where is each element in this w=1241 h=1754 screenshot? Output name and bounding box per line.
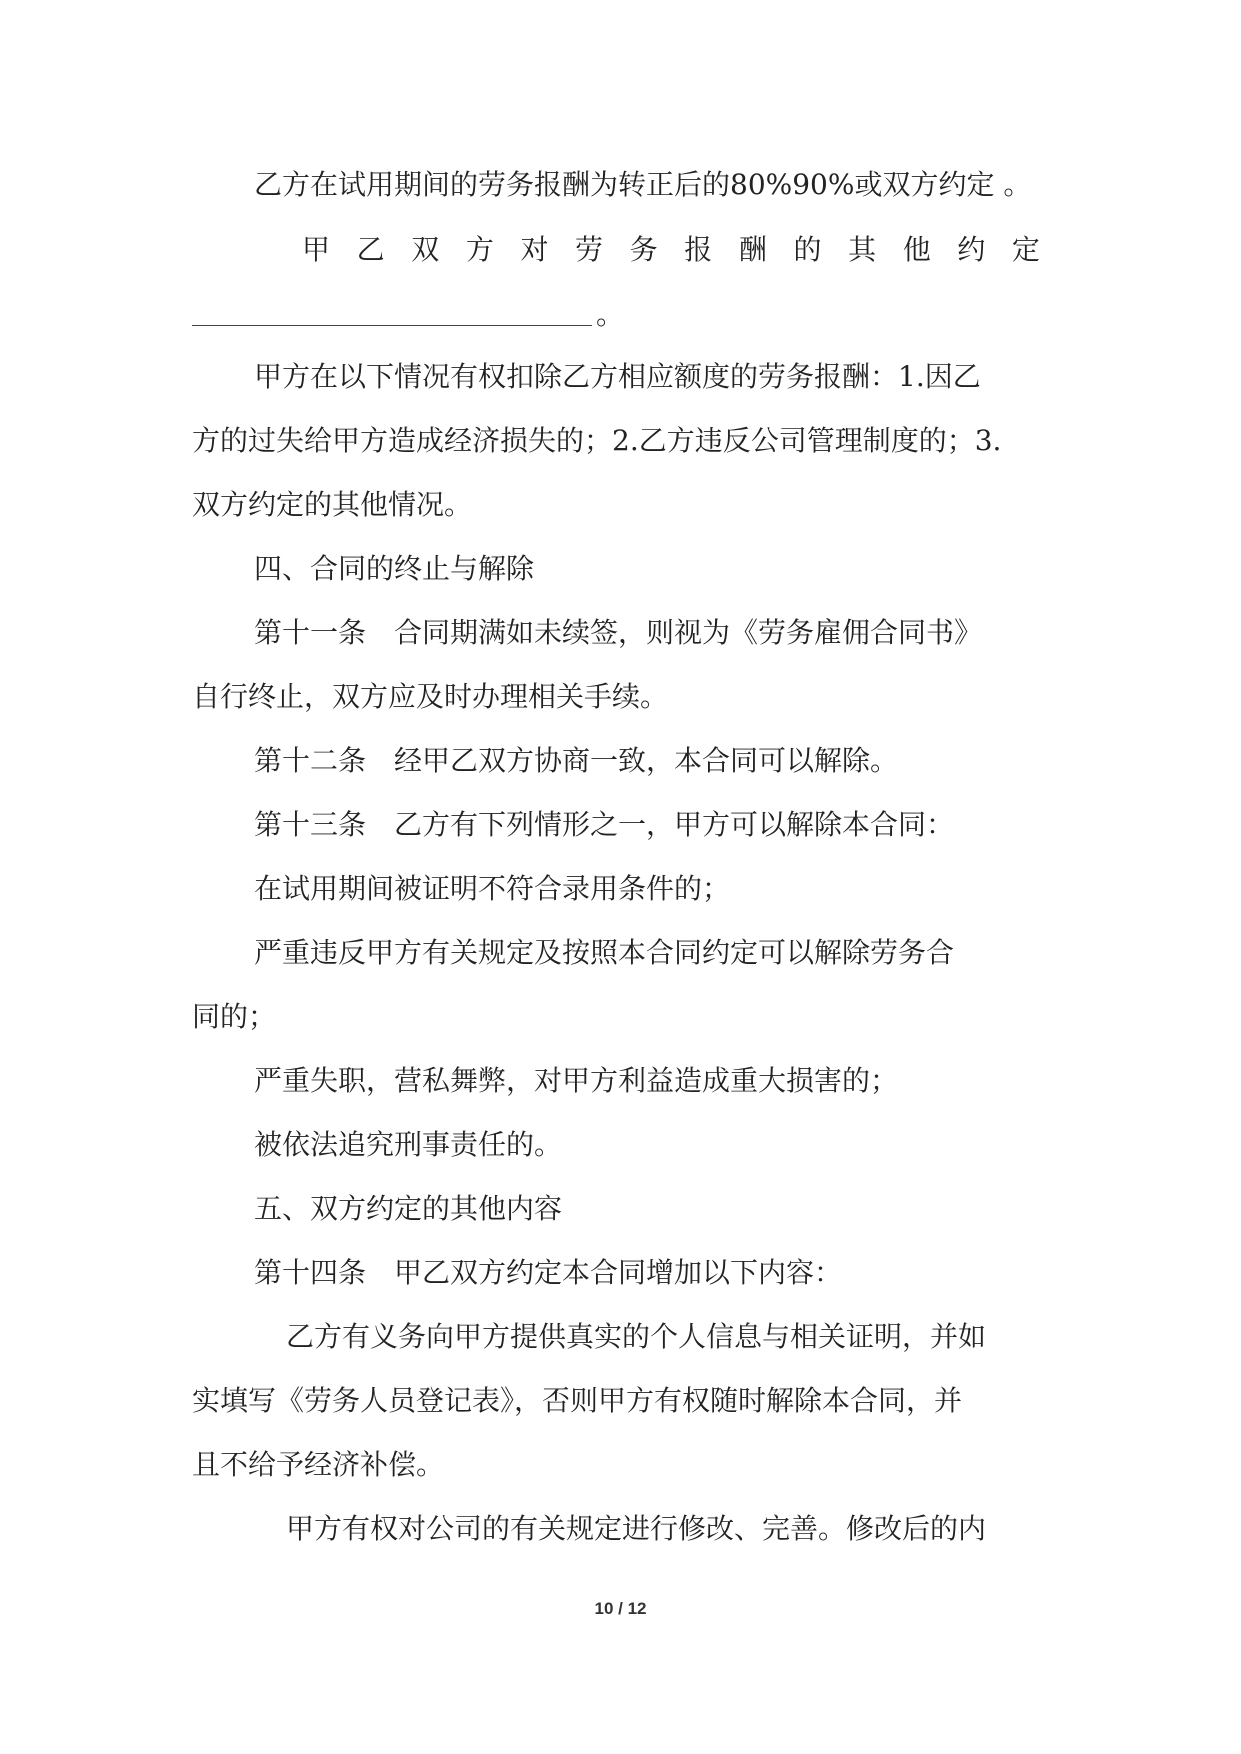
- paragraph-line: 方的过失给甲方造成经济损失的；2.乙方违反公司管理制度的；3.: [192, 424, 1002, 457]
- spaced-char: 双: [411, 233, 440, 266]
- page-number: 10 / 12: [594, 1599, 647, 1618]
- spaced-char: 约: [957, 233, 986, 266]
- paragraph-line: 第十二条 经甲乙双方协商一致，本合同可以解除。: [254, 744, 899, 777]
- paragraph-line: 同的；: [192, 1000, 277, 1033]
- paragraph-line: 在试用期间被证明不符合录用条件的；: [254, 872, 731, 905]
- paragraph-line: 实填写《劳务人员登记表》，否则甲方有权随时解除本合同，并: [192, 1384, 963, 1417]
- spaced-char: 的: [793, 233, 822, 266]
- spaced-char: 甲: [302, 233, 331, 266]
- spaced-char: 对: [520, 233, 549, 266]
- paragraph-line: 第十四条 甲乙双方约定本合同增加以下内容：: [254, 1256, 843, 1289]
- section-heading: 五、双方约定的其他内容: [254, 1192, 563, 1225]
- paragraph-line: 乙方在试用期间的劳务报酬为转正后的80%90%或双方约定 。: [254, 168, 1032, 201]
- paragraph-line: 双方约定的其他情况。: [192, 488, 473, 521]
- paragraph-line: 乙方有义务向甲方提供真实的个人信息与相关证明，并如: [286, 1320, 987, 1353]
- paragraph-line-spaced: [302, 232, 1040, 268]
- paragraph-line: 。: [596, 298, 625, 331]
- spaced-char: 定: [1011, 233, 1040, 266]
- paragraph-line: 自行终止，双方应及时办理相关手续。: [192, 680, 669, 713]
- spaced-char: 方: [465, 233, 494, 266]
- paragraph-line: 严重失职，营私舞弊，对甲方利益造成重大损害的；: [254, 1064, 899, 1097]
- spaced-char: 劳: [575, 233, 604, 266]
- paragraph-line: 甲方有权对公司的有关规定进行修改、完善。修改后的内: [286, 1512, 987, 1545]
- paragraph-line: 第十三条 乙方有下列情形之一，甲方可以解除本合同：: [254, 808, 955, 841]
- section-heading: 四、合同的终止与解除: [254, 552, 535, 585]
- paragraph-line: 严重违反甲方有关规定及按照本合同约定可以解除劳务合: [254, 936, 955, 969]
- spaced-char: 酬: [738, 233, 767, 266]
- spaced-char: 务: [629, 233, 658, 266]
- spaced-char: 乙: [356, 233, 385, 266]
- spaced-char: 他: [902, 233, 931, 266]
- spaced-char: 报: [684, 233, 713, 266]
- paragraph-line: 第十一条 合同期满如未续签，则视为《劳务雇佣合同书》: [254, 616, 983, 649]
- spaced-char: 其: [848, 233, 877, 266]
- fill-in-blank-line: [192, 325, 592, 326]
- paragraph-line: 被依法追究刑事责任的。: [254, 1128, 563, 1161]
- paragraph-line: 甲方在以下情况有权扣除乙方相应额度的劳务报酬：1.因乙: [254, 360, 981, 393]
- paragraph-line: 且不给予经济补偿。: [192, 1448, 445, 1481]
